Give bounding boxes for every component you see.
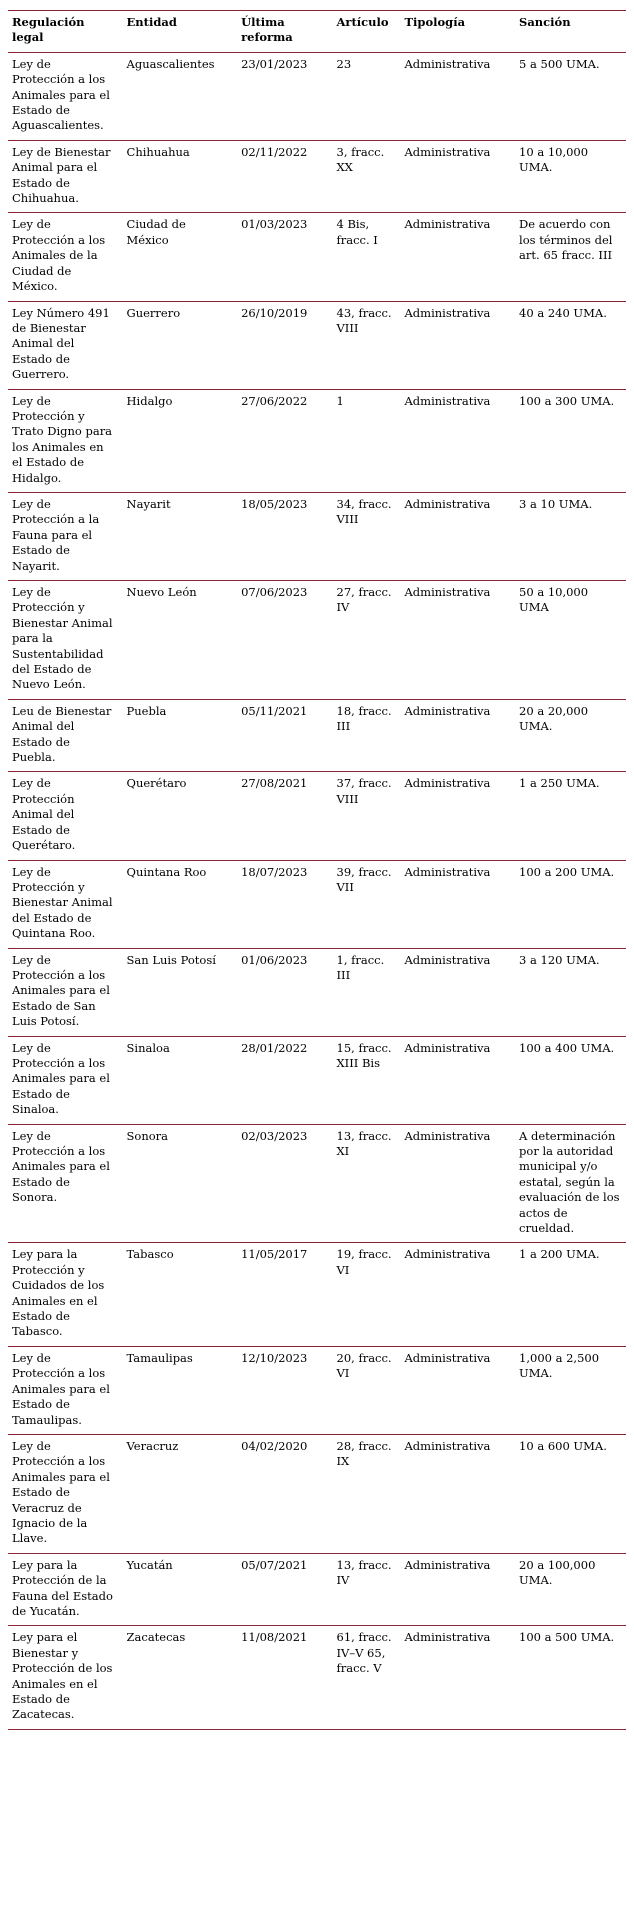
cell-tipologia: Administrativa <box>401 301 516 389</box>
cell-entidad: Ciudad de México <box>123 213 238 301</box>
cell-sancion: A determinación por la autoridad municipal y/o estatal, según la evaluación de los actos de crueldad. <box>515 1124 626 1243</box>
table-row <box>8 1346 626 1434</box>
cell-ultima-reforma: 04/02/2020 <box>237 1434 332 1553</box>
cell-entidad: San Luis Potosí <box>123 948 238 1036</box>
cell-tipologia: Administrativa <box>401 52 516 140</box>
cell-entidad: Tamaulipas <box>123 1346 238 1434</box>
table-row <box>8 52 626 140</box>
cell-regulacion: Ley de Protección Animal del Estado de Querétaro. <box>8 772 123 860</box>
cell-articulo: 43, fracc. VIII <box>333 301 401 389</box>
table-header-row <box>8 11 626 53</box>
table-row <box>8 140 626 213</box>
cell-articulo: 19, fracc. VI <box>333 1243 401 1346</box>
table-row <box>8 581 626 700</box>
cell-tipologia: Administrativa <box>401 1626 516 1729</box>
column-header-tipologia: Tipología <box>401 11 516 53</box>
cell-tipologia: Administrativa <box>401 1346 516 1434</box>
cell-articulo: 3, fracc. XX <box>333 140 401 213</box>
cell-regulacion: Ley de Protección a los Animales para el Estado de Aguascalientes. <box>8 52 123 140</box>
cell-ultima-reforma: 01/06/2023 <box>237 948 332 1036</box>
cell-ultima-reforma: 05/07/2021 <box>237 1553 332 1626</box>
cell-articulo: 34, fracc. VIII <box>333 492 401 580</box>
cell-sancion: 10 a 10,000 UMA. <box>515 140 626 213</box>
cell-ultima-reforma: 28/01/2022 <box>237 1036 332 1124</box>
cell-sancion: 5 a 500 UMA. <box>515 52 626 140</box>
cell-ultima-reforma: 26/10/2019 <box>237 301 332 389</box>
cell-entidad: Zacatecas <box>123 1626 238 1729</box>
cell-articulo: 61, fracc. IV–V 65, fracc. V <box>333 1626 401 1729</box>
cell-regulacion: Ley de Protección y Bienestar Animal del Estado de Quintana Roo. <box>8 860 123 948</box>
cell-articulo: 28, fracc. IX <box>333 1434 401 1553</box>
table-row <box>8 492 626 580</box>
cell-sancion: 3 a 120 UMA. <box>515 948 626 1036</box>
cell-tipologia: Administrativa <box>401 699 516 772</box>
cell-ultima-reforma: 02/11/2022 <box>237 140 332 213</box>
cell-entidad: Veracruz <box>123 1434 238 1553</box>
table-row <box>8 772 626 860</box>
cell-sancion: 40 a 240 UMA. <box>515 301 626 389</box>
cell-tipologia: Administrativa <box>401 860 516 948</box>
cell-regulacion: Ley de Protección y Trato Digno para los Animales en el Estado de Hidalgo. <box>8 389 123 492</box>
cell-tipologia: Administrativa <box>401 492 516 580</box>
cell-entidad: Tabasco <box>123 1243 238 1346</box>
table-row <box>8 213 626 301</box>
cell-sancion: 100 a 500 UMA. <box>515 1626 626 1729</box>
table-row <box>8 389 626 492</box>
cell-regulacion: Ley de Protección a los Animales para el Estado de San Luis Potosí. <box>8 948 123 1036</box>
cell-entidad: Aguascalientes <box>123 52 238 140</box>
cell-regulacion: Ley de Protección a la Fauna para el Estado de Nayarit. <box>8 492 123 580</box>
cell-entidad: Sinaloa <box>123 1036 238 1124</box>
cell-regulacion: Ley de Protección a los Animales para el Estado de Sinaloa. <box>8 1036 123 1124</box>
cell-articulo: 37, fracc. VIII <box>333 772 401 860</box>
cell-regulacion: Ley Número 491 de Bienestar Animal del Estado de Guerrero. <box>8 301 123 389</box>
column-header-regulacion: Regulación legal <box>8 11 123 53</box>
cell-entidad: Nuevo León <box>123 581 238 700</box>
cell-entidad: Nayarit <box>123 492 238 580</box>
cell-sancion: 100 a 400 UMA. <box>515 1036 626 1124</box>
table-row <box>8 1124 626 1243</box>
cell-regulacion: Ley para la Protección y Cuidados de los Animales en el Estado de Tabasco. <box>8 1243 123 1346</box>
cell-regulacion: Ley de Protección a los Animales para el Estado de Tamaulipas. <box>8 1346 123 1434</box>
cell-regulacion: Leu de Bienestar Animal del Estado de Puebla. <box>8 699 123 772</box>
table-row <box>8 1243 626 1346</box>
table-row <box>8 1553 626 1626</box>
cell-tipologia: Administrativa <box>401 140 516 213</box>
cell-entidad: Chihuahua <box>123 140 238 213</box>
cell-sancion: 20 a 20,000 UMA. <box>515 699 626 772</box>
cell-sancion: 20 a 100,000 UMA. <box>515 1553 626 1626</box>
cell-ultima-reforma: 01/03/2023 <box>237 213 332 301</box>
table-row <box>8 948 626 1036</box>
cell-articulo: 18, fracc. III <box>333 699 401 772</box>
cell-sancion: 100 a 200 UMA. <box>515 860 626 948</box>
cell-regulacion: Ley de Protección y Bienestar Animal para la Sustentabilidad del Estado de Nuevo León. <box>8 581 123 700</box>
cell-regulacion: Ley de Bienestar Animal para el Estado de Chihuahua. <box>8 140 123 213</box>
cell-articulo: 27, fracc. IV <box>333 581 401 700</box>
table-row <box>8 1434 626 1553</box>
cell-ultima-reforma: 27/06/2022 <box>237 389 332 492</box>
table-body <box>8 52 626 1729</box>
cell-sancion: 1 a 250 UMA. <box>515 772 626 860</box>
cell-entidad: Quintana Roo <box>123 860 238 948</box>
column-header-entidad: Entidad <box>123 11 238 53</box>
cell-ultima-reforma: 18/07/2023 <box>237 860 332 948</box>
cell-regulacion: Ley para el Bienestar y Protección de los Animales en el Estado de Zacatecas. <box>8 1626 123 1729</box>
cell-tipologia: Administrativa <box>401 581 516 700</box>
column-header-sancion: Sanción <box>515 11 626 53</box>
cell-entidad: Puebla <box>123 699 238 772</box>
cell-ultima-reforma: 07/06/2023 <box>237 581 332 700</box>
cell-ultima-reforma: 11/05/2017 <box>237 1243 332 1346</box>
table-row <box>8 1036 626 1124</box>
column-header-ultima-reforma: Última reforma <box>237 11 332 53</box>
cell-articulo: 13, fracc. XI <box>333 1124 401 1243</box>
cell-articulo: 20, fracc. VI <box>333 1346 401 1434</box>
cell-ultima-reforma: 27/08/2021 <box>237 772 332 860</box>
cell-regulacion: Ley de Protección a los Animales para el Estado de Sonora. <box>8 1124 123 1243</box>
cell-ultima-reforma: 18/05/2023 <box>237 492 332 580</box>
cell-tipologia: Administrativa <box>401 772 516 860</box>
table-row <box>8 1626 626 1729</box>
cell-tipologia: Administrativa <box>401 389 516 492</box>
cell-tipologia: Administrativa <box>401 1243 516 1346</box>
table-row <box>8 860 626 948</box>
cell-tipologia: Administrativa <box>401 1553 516 1626</box>
cell-articulo: 15, fracc. XIII Bis <box>333 1036 401 1124</box>
cell-sancion: 3 a 10 UMA. <box>515 492 626 580</box>
cell-entidad: Hidalgo <box>123 389 238 492</box>
table-row <box>8 301 626 389</box>
regulations-table <box>8 10 626 1730</box>
cell-articulo: 4 Bis, fracc. I <box>333 213 401 301</box>
cell-regulacion: Ley para la Protección de la Fauna del Estado de Yucatán. <box>8 1553 123 1626</box>
cell-entidad: Sonora <box>123 1124 238 1243</box>
cell-ultima-reforma: 02/03/2023 <box>237 1124 332 1243</box>
cell-sancion: 10 a 600 UMA. <box>515 1434 626 1553</box>
cell-entidad: Yucatán <box>123 1553 238 1626</box>
cell-articulo: 1, fracc. III <box>333 948 401 1036</box>
cell-tipologia: Administrativa <box>401 213 516 301</box>
cell-entidad: Guerrero <box>123 301 238 389</box>
cell-ultima-reforma: 05/11/2021 <box>237 699 332 772</box>
cell-tipologia: Administrativa <box>401 1124 516 1243</box>
cell-regulacion: Ley de Protección a los Animales para el Estado de Veracruz de Ignacio de la Llave. <box>8 1434 123 1553</box>
cell-articulo: 39, fracc. VII <box>333 860 401 948</box>
column-header-articulo: Artículo <box>333 11 401 53</box>
cell-sancion: 1 a 200 UMA. <box>515 1243 626 1346</box>
cell-ultima-reforma: 11/08/2021 <box>237 1626 332 1729</box>
cell-articulo: 13, fracc. IV <box>333 1553 401 1626</box>
cell-sancion: 1,000 a 2,500 UMA. <box>515 1346 626 1434</box>
cell-articulo: 1 <box>333 389 401 492</box>
cell-ultima-reforma: 23/01/2023 <box>237 52 332 140</box>
cell-tipologia: Administrativa <box>401 1434 516 1553</box>
table-row <box>8 699 626 772</box>
cell-sancion: 50 a 10,000 UMA <box>515 581 626 700</box>
cell-tipologia: Administrativa <box>401 1036 516 1124</box>
cell-entidad: Querétaro <box>123 772 238 860</box>
cell-regulacion: Ley de Protección a los Animales de la Ciudad de México. <box>8 213 123 301</box>
cell-sancion: 100 a 300 UMA. <box>515 389 626 492</box>
cell-ultima-reforma: 12/10/2023 <box>237 1346 332 1434</box>
table-header <box>8 11 626 53</box>
cell-tipologia: Administrativa <box>401 948 516 1036</box>
cell-sancion: De acuerdo con los términos del art. 65 fracc. III <box>515 213 626 301</box>
cell-articulo: 23 <box>333 52 401 140</box>
